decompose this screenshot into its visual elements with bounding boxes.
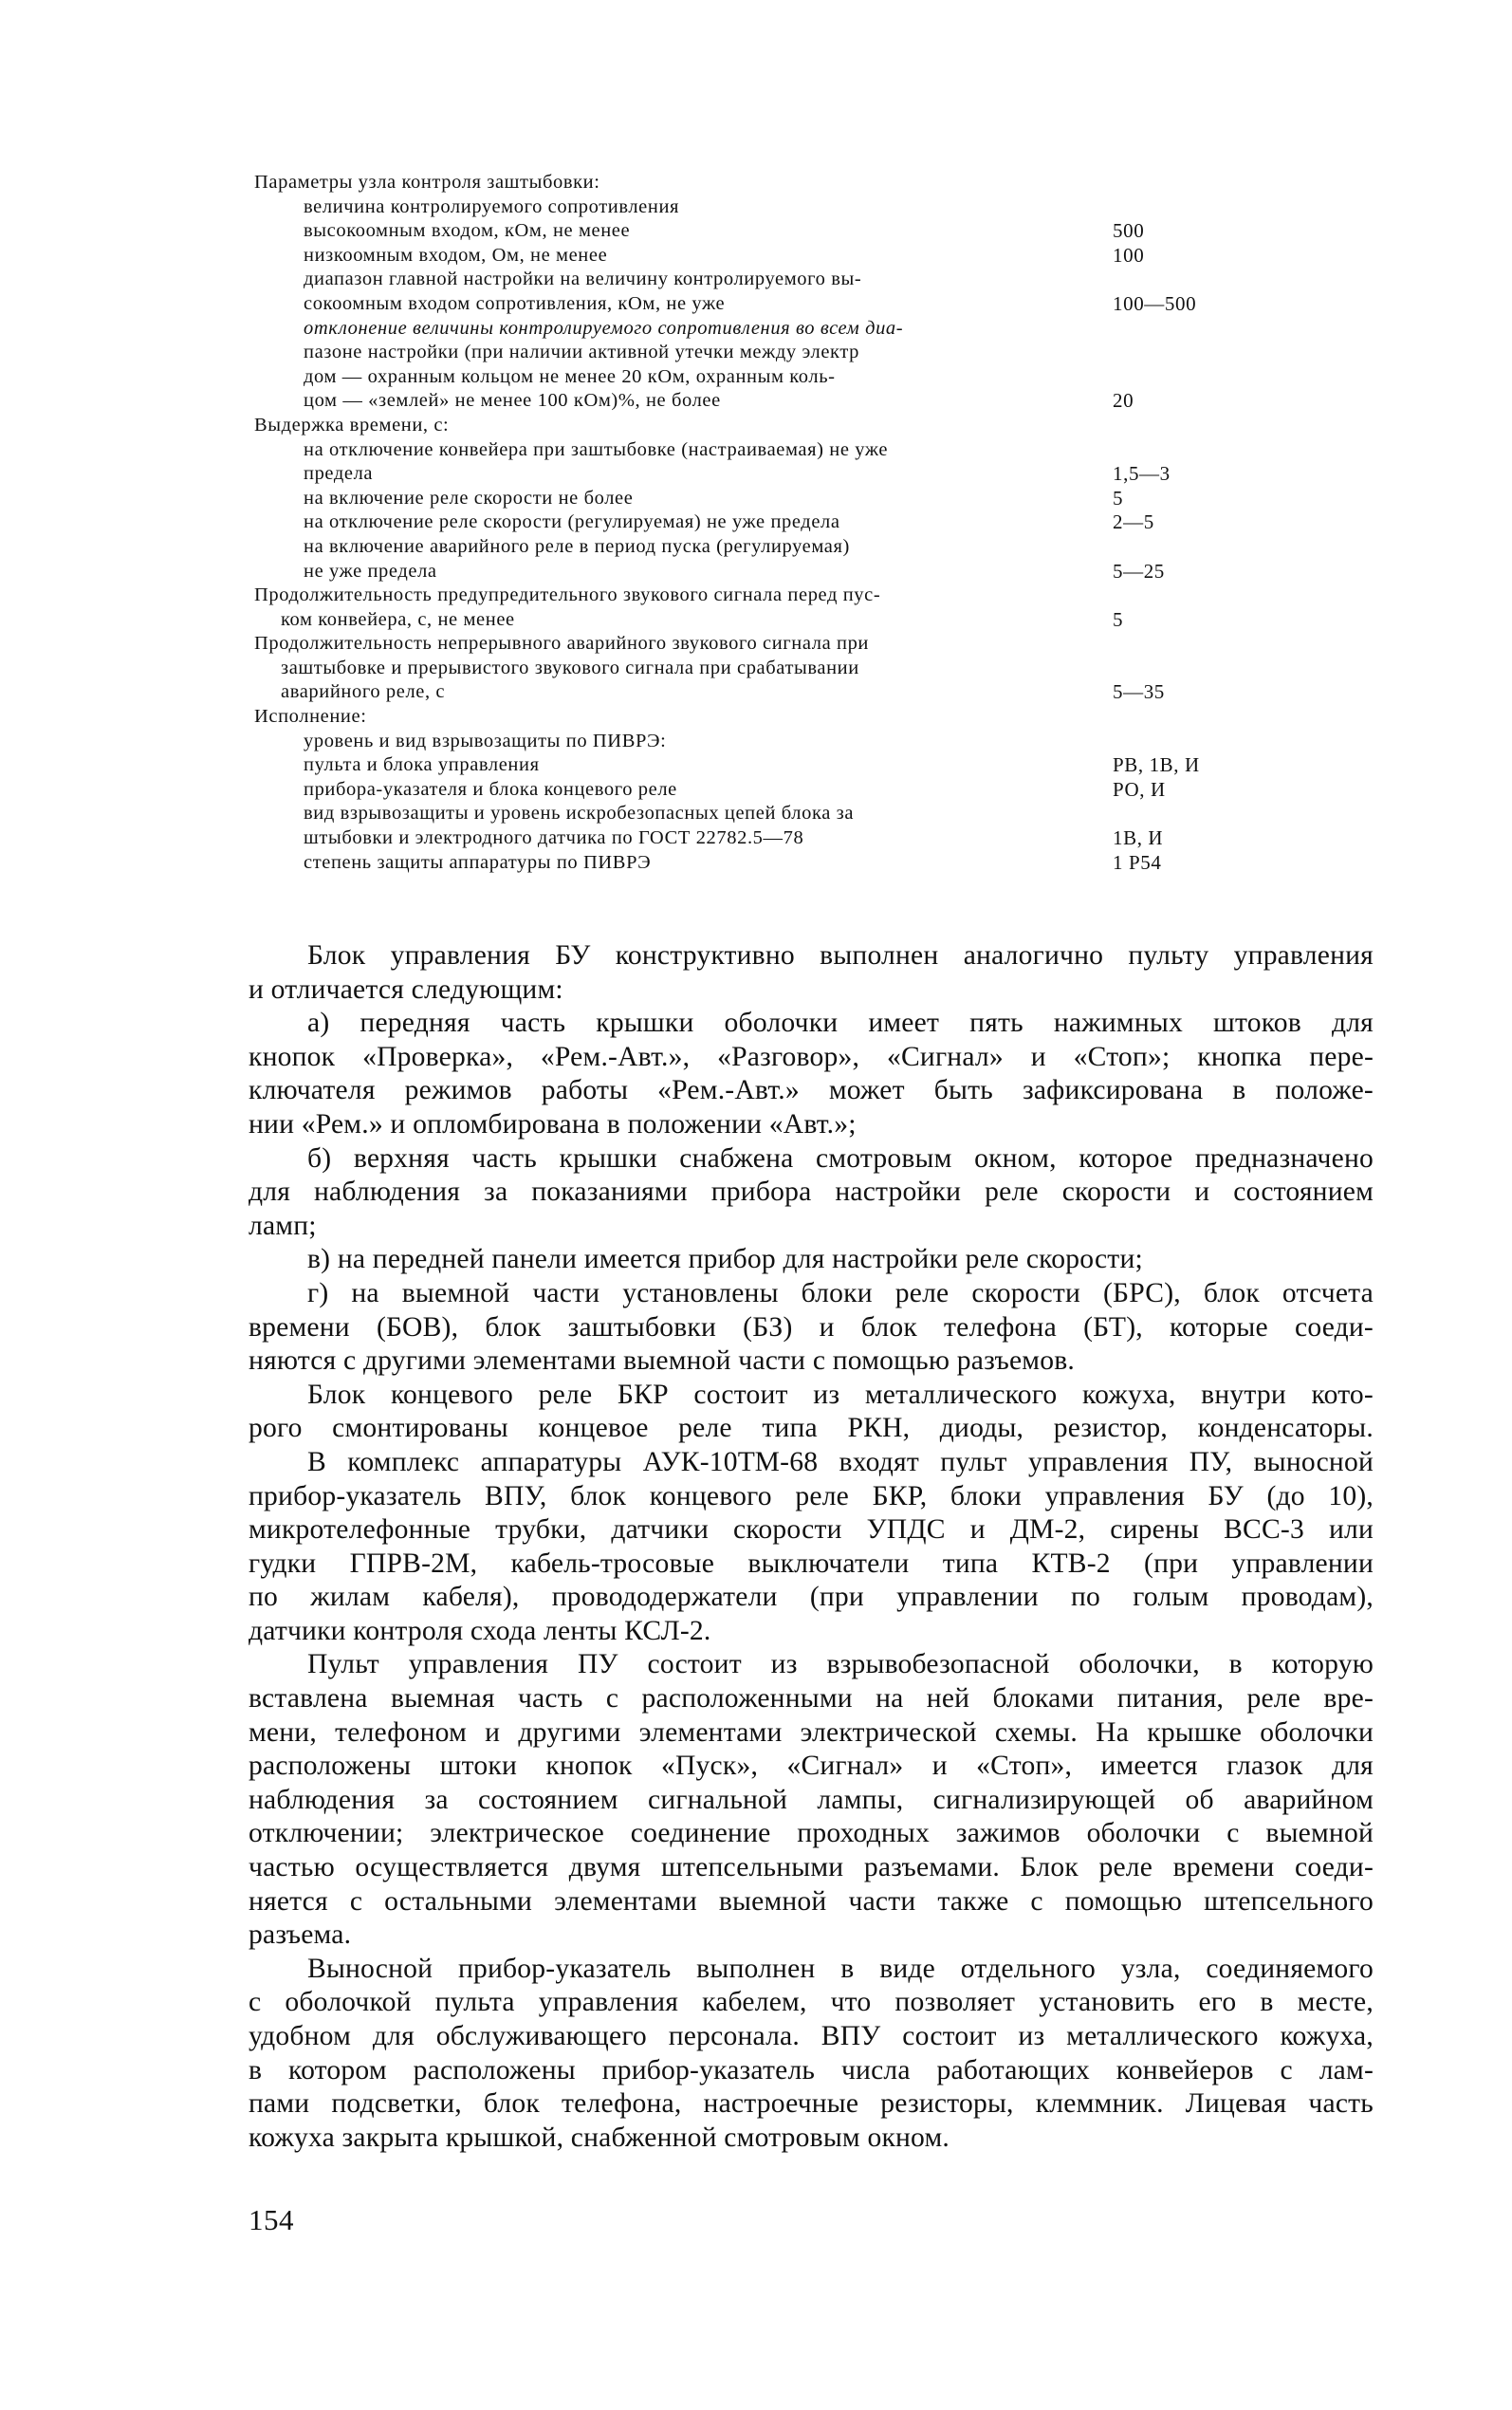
spec-row [254,292,1241,317]
spec-row-label: низкоомным входом, Ом, не менее [304,244,608,266]
spec-row [254,535,1241,560]
spec-row [254,657,1241,681]
body-line: Блок концевого реле БКР состоит из металлического кожуха, внутри кото- [307,1379,1374,1410]
spec-row [254,244,1241,269]
spec-row-value: 1 Р54 [1113,850,1162,874]
spec-row-label: пазоне настройки (при наличии активной утечки между электр [304,342,859,363]
spec-row [254,584,1241,608]
body-line: прибор-указатель ВПУ, блок концевого реле БКР, блоки управления БУ (до 10), [249,1480,1374,1511]
spec-row [254,365,1241,390]
spec-row [254,802,1241,826]
spec-row-label: на отключение конвейера при заштыбовке (настраиваемая) не уже [304,438,889,460]
spec-row-label: заштыбовке и прерывистого звукового сигнала при срабатывании [281,657,859,678]
spec-row [254,268,1241,292]
spec-row [254,826,1241,851]
body-line: кожуха закрыта крышкой, снабженной смотровым окном. [249,2122,950,2153]
body-line: в) на передней панели имеется прибор для настройки реле скорости; [307,1244,1143,1275]
spec-row-label: степень защиты аппаратуры по ПИВРЭ [304,851,652,873]
body-line: с оболочкой пульта управления кабелем, что позволяет установить его в месте, [249,1987,1374,2018]
spec-row [254,171,1241,195]
spec-row [254,753,1241,778]
spec-row [254,632,1241,657]
spec-row [254,730,1241,754]
spec-row [254,438,1241,463]
spec-row [254,341,1241,365]
body-line: датчики контроля схода ленты КСЛ-2. [249,1615,711,1646]
body-line: мени, телефоном и другими элементами электрической схемы. На крышке оболочки [249,1716,1374,1748]
spec-row [254,560,1241,584]
body-line: для наблюдения за показаниями прибора настройки реле скорости и состоянием [249,1177,1374,1208]
body-line: ламп; [249,1210,317,1241]
body-line: рого смонтированы концевое реле типа РКН, диоды, резистор, конденсаторы. [249,1413,1374,1444]
body-line: разъема. [249,1919,352,1951]
spec-row-label: на включение аварийного реле в период пуска (регулируемая) [304,535,850,557]
spec-row-label: уровень и вид взрывозащиты по ПИВРЭ: [304,730,667,751]
spec-row-label: дом — охранным кольцом не менее 20 кОм, охранным коль- [304,365,836,387]
spec-row-label: прибора-указателя и блока концевого реле [304,778,677,800]
spec-row-value: РВ, 1В, И [1113,753,1200,777]
body-line: В комплекс аппаратуры АУК-10ТМ-68 входят пульт управления ПУ, выносной [307,1446,1374,1477]
spec-row-label: Исполнение: [254,706,367,728]
spec-row [254,487,1241,511]
body-line: частью осуществляется двумя штепсельными разъемами. Блок реле времени соеди- [249,1852,1374,1883]
spec-row [254,778,1241,803]
page-number: 154 [249,2203,294,2236]
body-line: гудки ГПРВ-2М, кабель-тросовые выключатели типа КТВ-2 (при управлении [249,1548,1374,1579]
spec-row-label: пульта и блока управления [304,754,540,776]
spec-row-label: Продолжительность непрерывного аварийного звукового сигнала при [254,633,869,655]
body-line: удобном для обслуживающего персонала. ВПУ состоит из металлического кожуха, [249,2021,1374,2051]
body-line: а) передняя часть крышки оболочки имеет пять нажимных штоков для [307,1008,1374,1039]
body-line: кнопок «Проверка», «Рем.-Авт.», «Разговор», «Сигнал» и «Стоп»; кнопка пере- [249,1041,1374,1072]
spec-row [254,414,1241,438]
spec-row [254,389,1241,414]
body-line: в котором расположены прибор-указатель числа работающих конвейеров с лам- [249,2054,1374,2086]
body-line: наблюдения за состоянием сигнальной лампы, сигнализирующей об аварийном [249,1784,1374,1815]
spec-row-label: величина контролируемого сопротивления [304,195,680,217]
spec-row-value: 5—25 [1113,559,1165,583]
body-line: по жилам кабеля), провододержатели (при управлении по голым проводам), [249,1582,1374,1613]
spec-row-label: Продолжительность предупредительного звукового сигнала перед пус- [254,584,881,606]
spec-row [254,851,1241,876]
body-line: микротелефонные трубки, датчики скорости УПДС и ДМ-2, сирены ВСС-3 или [249,1514,1374,1546]
body-line: вставлена выемная часть с расположенными на ней блоками питания, реле вре- [249,1683,1374,1715]
spec-row-value: 100 [1113,243,1145,267]
spec-row-value: 5 [1113,607,1124,631]
body-line: и отличается следующим: [249,973,563,1005]
body-line: Блок управления БУ конструктивно выполнен аналогично пульту управления [307,940,1374,971]
spec-row-value: 500 [1113,219,1145,243]
spec-row-value: РО, И [1113,777,1166,801]
spec-row-label: высокоомным входом, кОм, не менее [304,220,631,242]
spec-row-value: 100—500 [1113,291,1197,315]
spec-row-label: штыбовки и электродного датчика по ГОСТ 22782.5—78 [304,827,804,849]
spec-row-label: аварийного реле, с [281,681,446,703]
spec-row-value: 1В, И [1113,826,1164,850]
spec-row-label: диапазон главной настройки на величину контролируемого вы- [304,269,862,290]
spec-row [254,317,1241,342]
body-line: г) на выемной части установлены блоки реле скорости (БРС), блок отсчета [307,1277,1374,1308]
body-line: Выносной прибор-указатель выполнен в виде отдельного узла, соединяемого [307,1953,1374,1984]
body-line: няются с другими элементами выемной части с помощью разъемов. [249,1345,1075,1377]
body-line: времени (БОВ), блок заштыбовки (БЗ) и блок телефона (БТ), которые соеди- [249,1311,1374,1343]
body-line: отключении; электрическое соединение проходных зажимов оболочки с выемной [249,1818,1374,1849]
body-line: Пульт управления ПУ состоит из взрывобезопасной оболочки, в которую [307,1649,1374,1680]
specification-table [254,171,1241,875]
spec-row-label: цом — «землей» не менее 100 кОм)%, не более [304,390,721,412]
body-line: нии «Рем.» и опломбирована в положении «Авт.»; [249,1108,857,1140]
spec-row-label: Выдержка времени, с: [254,414,450,436]
spec-row [254,219,1241,244]
body-line: б) верхняя часть крышки снабжена смотровым окном, которое предназначено [307,1142,1374,1174]
spec-row [254,608,1241,633]
body-text [249,939,1374,2155]
spec-row-value: 1,5—3 [1113,462,1171,486]
spec-row-label: предела [304,463,374,485]
body-line: ключателя режимов работы «Рем.-Авт.» может быть зафиксирована в положе- [249,1075,1374,1106]
spec-row-value: 20 [1113,389,1134,413]
spec-row-label: на отключение реле скорости (регулируемая) не уже предела [304,511,840,533]
spec-row-label: сокоомным входом сопротивления, кОм, не уже [304,292,726,314]
spec-row [254,510,1241,535]
body-line: пами подсветки, блок телефона, настроечные резисторы, клеммник. Лицевая часть [249,2088,1374,2120]
body-line: няется с остальными элементами выемной части также с помощью штепсельного [249,1885,1374,1917]
spec-row [254,680,1241,705]
spec-row-label: вид взрывозащиты и уровень искробезопасных цепей блока за [304,803,855,825]
body-line: расположены штоки кнопок «Пуск», «Сигнал» и «Стоп», имеется глазок для [249,1751,1374,1782]
spec-row-value: 5 [1113,486,1124,510]
spec-row-value: 5—35 [1113,680,1165,704]
spec-row [254,462,1241,487]
spec-row-label: на включение реле скорости не более [304,487,634,509]
spec-row [254,195,1241,220]
spec-row-label: ком конвейера, с, не менее [281,608,515,630]
spec-row [254,705,1241,730]
spec-row-label: отклонение величины контролируемого сопротивления во всем диа- [304,317,904,339]
spec-row-label: не уже предела [304,560,437,582]
spec-row-value: 2—5 [1113,510,1154,534]
spec-row-label: Параметры узла контроля заштыбовки: [254,172,600,193]
